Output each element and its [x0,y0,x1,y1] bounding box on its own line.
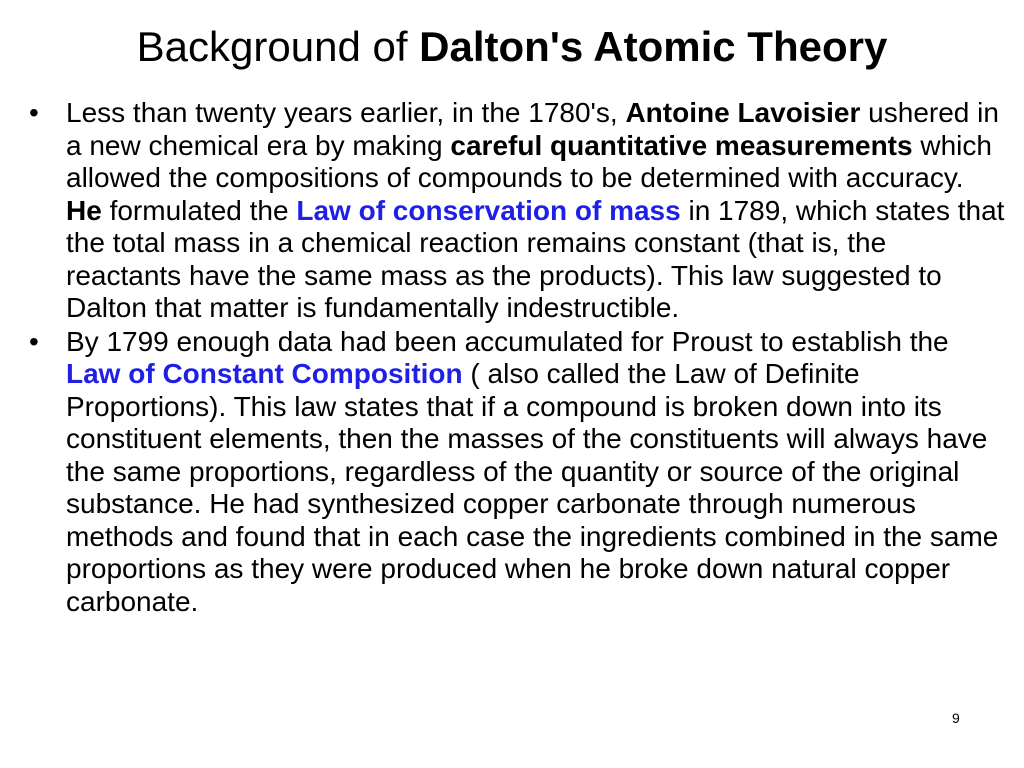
bullet2-text-2: ( also called the Law of Definite Proportions). This law states that if a compound is broken down into its constituent elements, then the masses of the constituents will always have the same proportions, regardless of the quantity or source of the original substance. He had synthesized copper carbonate through numerous methods and found that in each case the ingredients combined in the same proportions as they were produced when he broke down natural copper carbonate. [66,358,999,617]
slide-title [0,22,1024,72]
bullet1-bold-lavoisier: Antoine Lavoisier [625,97,861,128]
bullet1-text-4: formulated the [101,194,297,226]
bullet2-text-1: By 1799 enough data had been accumulated for Proust to establish the [66,325,949,357]
title-bold: Dalton's Atomic Theory [419,23,888,70]
bullet1-bold-he: He [66,194,102,226]
bullet-item-lavoisier [29,97,1006,325]
page-number: 9 [952,710,960,726]
bullet1-text-1: Less than twenty years earlier, in the 1780's, [66,97,626,128]
bullet1-text-3: which allowed the compositions of compounds to be determined with accuracy. [66,129,992,193]
bullet1-text-5: in 1789, which states that the total mass in a chemical reaction remains constant (that is, the reactants have the same mass as the products). This law suggested to Dalton that matter is fundamentally indestructible. [66,194,1005,323]
bullet1-text-2: ushered in a new chemical era by making [66,97,999,161]
bullet1-bold-measurements: careful quantitative measurements [450,129,913,161]
law-constant-composition: Law of Constant Composition [66,358,463,389]
bullet-item-proust [29,325,1006,619]
bullet-list [29,97,1006,619]
law-conservation-of-mass: Law of conservation of mass [296,194,681,226]
bullet-icon: • [29,325,39,357]
bullet-icon: • [29,97,39,128]
title-normal: Background of [136,23,420,70]
